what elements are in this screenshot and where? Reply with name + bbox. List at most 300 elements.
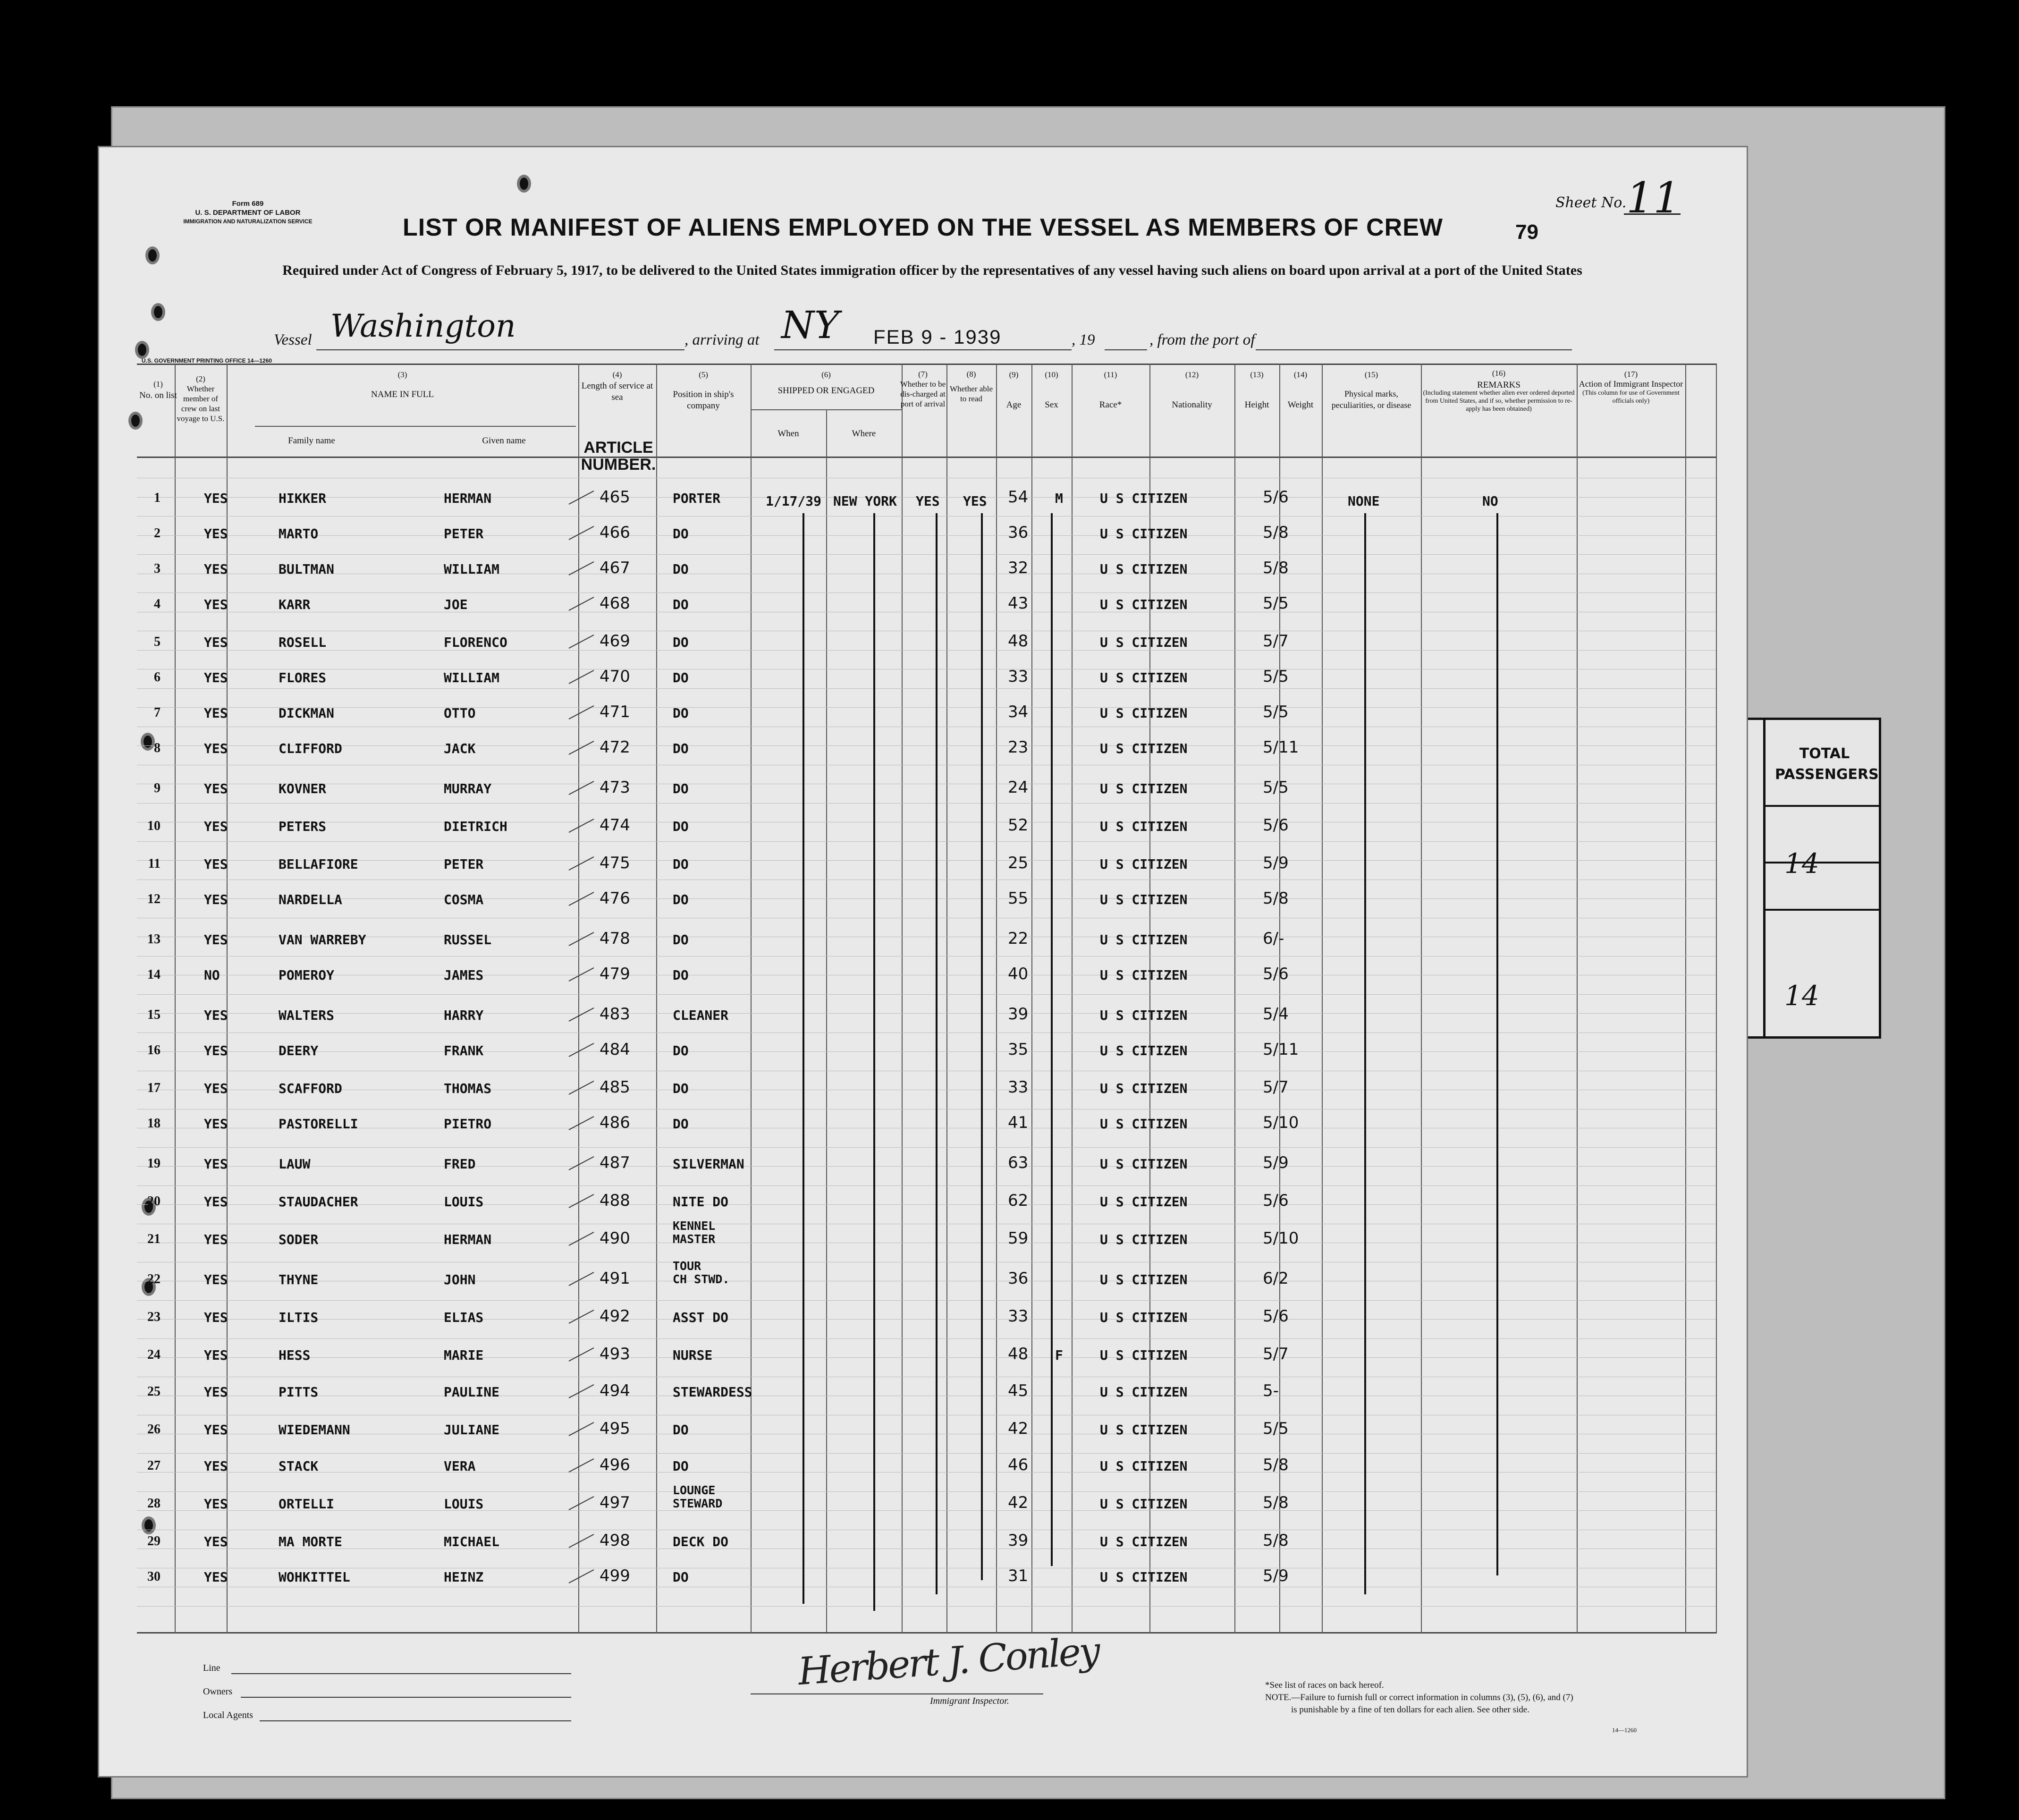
ledger-line	[137, 554, 1716, 555]
age: 33	[1008, 667, 1029, 686]
height: 5/8	[1263, 559, 1289, 577]
height: 5/6	[1263, 1191, 1289, 1210]
position: DO	[673, 1043, 689, 1058]
height: 5/5	[1263, 594, 1289, 613]
age: 33	[1008, 1078, 1029, 1097]
height: 5-	[1263, 1381, 1279, 1400]
ditto-line	[1051, 513, 1053, 1566]
article-number: 470	[600, 667, 630, 686]
family-name: STAUDACHER	[279, 1194, 358, 1210]
height: 5/8	[1263, 1456, 1289, 1474]
given-name: VERA	[444, 1458, 476, 1474]
row-number: 13	[147, 932, 161, 947]
crew-last-voyage: YES	[204, 670, 228, 686]
given-name: JOE	[444, 597, 468, 612]
position: DO	[673, 1458, 689, 1474]
race: U S CITIZEN	[1100, 892, 1188, 907]
ledger-line	[137, 803, 1716, 804]
row-number: 20	[147, 1194, 161, 1209]
age: 34	[1008, 703, 1029, 721]
crew-last-voyage: YES	[204, 597, 228, 612]
ledger-line	[137, 1051, 1716, 1052]
height: 5/11	[1263, 738, 1299, 757]
article-number: 485	[600, 1078, 630, 1097]
row-number: 7	[154, 705, 161, 720]
sheet-label: Sheet No.	[1555, 195, 1627, 211]
row-number: 28	[147, 1496, 161, 1511]
age: 22	[1008, 929, 1029, 948]
crew-last-voyage: YES	[204, 932, 228, 948]
ditto-line	[1496, 513, 1498, 1575]
column-rule	[1716, 364, 1717, 1634]
article-number: 491	[600, 1269, 630, 1288]
year-underline	[1105, 349, 1147, 350]
given-name: DIETRICH	[444, 819, 507, 834]
race: U S CITIZEN	[1100, 670, 1188, 686]
crew-last-voyage: YES	[204, 491, 228, 506]
given-name: PETER	[444, 526, 484, 542]
crew-last-voyage: YES	[204, 741, 228, 756]
family-name: MARTO	[279, 526, 319, 542]
race: U S CITIZEN	[1100, 635, 1188, 650]
article-number: 478	[600, 929, 630, 948]
col-16-header: (16) REMARKS (Including statement whether alien ever ordered deported from United States, and if so, whether permission to re-apply has been obtained)	[1423, 369, 1575, 413]
family-name: DEERY	[279, 1043, 319, 1058]
given-name: MICHAEL	[444, 1534, 500, 1549]
given-name: RUSSEL	[444, 932, 492, 948]
crew-last-voyage: YES	[204, 1384, 228, 1400]
stamped-number: 79	[1515, 220, 1538, 244]
article-number: 475	[600, 854, 630, 872]
article-number: 499	[600, 1566, 630, 1585]
crew-last-voyage: YES	[204, 781, 228, 796]
row-number: 25	[147, 1384, 161, 1399]
ledger-line	[137, 1357, 1716, 1358]
col-11-header: (11) Race*	[1099, 370, 1122, 410]
sex: M	[1055, 491, 1063, 506]
given-name: PIETRO	[444, 1116, 492, 1132]
ledger-line	[137, 650, 1716, 651]
race: U S CITIZEN	[1100, 1156, 1188, 1172]
age: 48	[1008, 1345, 1029, 1363]
race: U S CITIZEN	[1100, 1310, 1188, 1325]
ledger-line	[137, 1204, 1716, 1205]
given-name: PAULINE	[444, 1384, 500, 1400]
given-name: FRED	[444, 1156, 476, 1172]
physical-marks-value: NONE	[1348, 493, 1380, 509]
age: 40	[1008, 965, 1029, 983]
row-number: 17	[147, 1081, 161, 1095]
article-number: 467	[600, 559, 630, 577]
given-name: WILLIAM	[444, 670, 500, 686]
family-name: FLORES	[279, 670, 327, 686]
row-number: 8	[154, 741, 161, 755]
article-number: 492	[600, 1307, 630, 1326]
given-name: PETER	[444, 856, 484, 872]
ledger-line	[137, 1300, 1716, 1301]
article-number: 472	[600, 738, 630, 757]
name-subrule	[255, 426, 576, 427]
row-number: 1	[154, 491, 161, 505]
ledger-line	[137, 956, 1716, 957]
height: 5/10	[1263, 1229, 1299, 1248]
row-number: 18	[147, 1116, 161, 1131]
age: 33	[1008, 1307, 1029, 1326]
check-mark	[569, 1496, 594, 1510]
check-mark	[569, 932, 594, 946]
ditto-line	[981, 513, 983, 1580]
check-mark	[569, 967, 594, 982]
crew-last-voyage: YES	[204, 561, 228, 577]
crew-last-voyage: YES	[204, 1458, 228, 1474]
article-number: 495	[600, 1419, 630, 1438]
crew-last-voyage: YES	[204, 819, 228, 834]
row-number: 26	[147, 1422, 161, 1437]
article-number: 484	[600, 1040, 630, 1059]
given-name-header: Given name	[482, 436, 526, 446]
ledger-line	[137, 1472, 1716, 1473]
ledger-line	[137, 1185, 1716, 1186]
given-name: HERMAN	[444, 491, 492, 506]
crew-last-voyage: YES	[204, 1081, 228, 1096]
height: 5/9	[1263, 854, 1289, 872]
ledger-line	[137, 860, 1716, 861]
check-mark	[569, 491, 594, 505]
family-name: PITTS	[279, 1384, 319, 1400]
height: 5/7	[1263, 1345, 1289, 1363]
age: 35	[1008, 1040, 1029, 1059]
position: DO	[673, 741, 689, 756]
crew-last-voyage: YES	[204, 1569, 228, 1585]
age: 52	[1008, 816, 1029, 835]
crew-last-voyage: YES	[204, 1007, 228, 1023]
age: 31	[1008, 1566, 1029, 1585]
race: U S CITIZEN	[1100, 1496, 1188, 1512]
age: 55	[1008, 889, 1029, 908]
age: 45	[1008, 1381, 1029, 1400]
height: 5/6	[1263, 488, 1289, 507]
age: 46	[1008, 1456, 1029, 1474]
article-number: 488	[600, 1191, 630, 1210]
height: 6/-	[1263, 929, 1284, 948]
ledger-line	[137, 745, 1716, 746]
height: 5/5	[1263, 703, 1289, 721]
article-number: 474	[600, 816, 630, 835]
row-number: 4	[154, 597, 161, 611]
row-number: 23	[147, 1310, 161, 1324]
article-number: 483	[600, 1005, 630, 1024]
position: DO	[673, 932, 689, 948]
department: U. S. DEPARTMENT OF LABOR	[195, 209, 301, 217]
position: DO	[673, 1422, 689, 1438]
check-mark	[569, 1384, 594, 1398]
age: 62	[1008, 1191, 1029, 1210]
article-number: 493	[600, 1345, 630, 1363]
race: U S CITIZEN	[1100, 967, 1188, 983]
given-name: COSMA	[444, 892, 484, 907]
row-number: 14	[147, 967, 161, 982]
crew-last-voyage: YES	[204, 1194, 228, 1210]
race: U S CITIZEN	[1100, 819, 1188, 834]
family-name: HIKKER	[279, 491, 327, 506]
row-number: 6	[154, 670, 161, 685]
position: DO	[673, 1569, 689, 1585]
vessel-label: Vessel	[274, 331, 312, 348]
check-mark	[569, 781, 594, 795]
age: 36	[1008, 1269, 1029, 1288]
race: U S CITIZEN	[1100, 1007, 1188, 1023]
crew-last-voyage: YES	[204, 1422, 228, 1438]
height: 5/7	[1263, 1078, 1289, 1097]
age: 32	[1008, 559, 1029, 577]
family-name: WIEDEMANN	[279, 1422, 350, 1438]
check-mark	[569, 1043, 594, 1057]
race: U S CITIZEN	[1100, 781, 1188, 796]
given-name: WILLIAM	[444, 561, 500, 577]
family-name: SCAFFORD	[279, 1081, 342, 1096]
height: 5/10	[1263, 1113, 1299, 1132]
col-10-header: (10) Sex	[1045, 370, 1058, 410]
row-number: 24	[147, 1347, 161, 1362]
row-number: 27	[147, 1458, 161, 1473]
check-mark	[569, 526, 594, 540]
check-mark	[569, 1534, 594, 1548]
slip-value-1: 14	[1784, 847, 1819, 880]
ledger-line	[137, 841, 1716, 842]
ledger-line	[137, 1606, 1716, 1607]
race: U S CITIZEN	[1100, 1347, 1188, 1363]
crew-last-voyage: YES	[204, 635, 228, 650]
race: U S CITIZEN	[1100, 705, 1188, 721]
row-number: 21	[147, 1232, 161, 1246]
col-15-header: (15) Physical marks, peculiarities, or disease	[1331, 370, 1411, 410]
given-name: MURRAY	[444, 781, 492, 796]
family-name: WOHKITTEL	[279, 1569, 350, 1585]
ledger-line	[137, 898, 1716, 899]
race: U S CITIZEN	[1100, 526, 1188, 542]
ledger-line	[137, 535, 1716, 536]
family-name: BULTMAN	[279, 561, 335, 577]
family-name: NARDELLA	[279, 892, 342, 907]
ledger-line	[137, 1319, 1716, 1320]
races-note: *See list of races on back hereof.	[1265, 1680, 1384, 1690]
given-name: HARRY	[444, 1007, 484, 1023]
col-7-header: (7) Whether to be dis-charged at port of arrival	[900, 370, 946, 408]
col-3-header: (3) NAME IN FULL	[371, 370, 434, 399]
family-name: ORTELLI	[279, 1496, 335, 1512]
position: DO	[673, 819, 689, 834]
family-name: VAN WARREBY	[279, 932, 366, 948]
from-port-underline	[1256, 349, 1572, 350]
shipped-where: NEW YORK	[833, 493, 897, 509]
article-number-header: ARTICLE NUMBER.	[581, 439, 656, 474]
crew-last-voyage: YES	[204, 1310, 228, 1325]
punch-hole	[145, 246, 160, 264]
col-9-header: (9) Age	[1006, 370, 1022, 410]
row-number: 5	[154, 635, 161, 649]
inspector-signature: Herbert J. Conley	[796, 1628, 1100, 1694]
family-name: WALTERS	[279, 1007, 335, 1023]
able-to-read-value: YES	[963, 493, 987, 509]
check-mark	[569, 1310, 594, 1324]
check-mark	[569, 1458, 594, 1473]
age: 42	[1008, 1493, 1029, 1512]
given-name: HEINZ	[444, 1569, 484, 1585]
article-number: 498	[600, 1531, 630, 1550]
article-number: 487	[600, 1153, 630, 1172]
family-name: POMEROY	[279, 967, 335, 983]
owners-underline	[241, 1697, 571, 1698]
ledger-line	[137, 688, 1716, 689]
race: U S CITIZEN	[1100, 597, 1188, 612]
race: U S CITIZEN	[1100, 1422, 1188, 1438]
height: 5/7	[1263, 632, 1289, 651]
check-mark	[569, 1569, 594, 1583]
col-5-header: (5) Position in ship's company	[673, 370, 734, 411]
ledger-line	[137, 1147, 1716, 1148]
race: U S CITIZEN	[1100, 1043, 1188, 1058]
race: U S CITIZEN	[1100, 1534, 1188, 1549]
race: U S CITIZEN	[1100, 932, 1188, 948]
service-name: IMMIGRATION AND NATURALIZATION SERVICE	[183, 218, 313, 225]
crew-last-voyage: NO	[204, 967, 220, 983]
age: 42	[1008, 1419, 1029, 1438]
slip-rule	[1766, 909, 1879, 911]
inspector-label: Immigrant Inspector.	[930, 1696, 1009, 1706]
position: DO	[673, 892, 689, 907]
slip-title: TOTAL PASSENGERS	[1775, 745, 1879, 783]
race: U S CITIZEN	[1100, 1458, 1188, 1474]
given-name: FRANK	[444, 1043, 484, 1058]
crew-last-voyage: YES	[204, 1156, 228, 1172]
article-number: 466	[600, 523, 630, 542]
given-name: THOMAS	[444, 1081, 492, 1096]
line-underline	[231, 1673, 571, 1674]
crew-last-voyage: YES	[204, 1347, 228, 1363]
check-mark	[569, 741, 594, 755]
discharged-value: YES	[916, 493, 940, 509]
crew-last-voyage: YES	[204, 1272, 228, 1287]
article-number: 490	[600, 1229, 630, 1248]
ledger-line	[137, 1453, 1716, 1454]
ledger-line	[137, 1338, 1716, 1339]
row-number: 29	[147, 1534, 161, 1549]
race: U S CITIZEN	[1100, 561, 1188, 577]
punch-hole	[142, 1516, 156, 1534]
row-number: 16	[147, 1043, 161, 1058]
position: NURSE	[673, 1347, 713, 1363]
check-mark	[569, 1232, 594, 1246]
height: 5/11	[1263, 1040, 1299, 1059]
check-mark	[569, 670, 594, 684]
given-name: ELIAS	[444, 1310, 484, 1325]
position: DO	[673, 597, 689, 612]
vessel-line	[99, 303, 1747, 355]
position: DO	[673, 1116, 689, 1132]
col-17-header: (17) Action of Immigrant Inspector (This column for use of Government officials only)	[1579, 370, 1683, 405]
sheet-number: 11	[1626, 173, 1681, 223]
row-number: 15	[147, 1007, 161, 1022]
race: U S CITIZEN	[1100, 856, 1188, 872]
race: U S CITIZEN	[1100, 1116, 1188, 1132]
family-name: HESS	[279, 1347, 311, 1363]
race: U S CITIZEN	[1100, 491, 1188, 506]
race: U S CITIZEN	[1100, 1081, 1188, 1096]
family-name: KARR	[279, 597, 311, 612]
position: DO	[673, 781, 689, 796]
given-name: JAMES	[444, 967, 484, 983]
article-number: 473	[600, 778, 630, 797]
article-number: 471	[600, 703, 630, 721]
position: STEWARDESS	[673, 1384, 752, 1400]
article-number: 469	[600, 632, 630, 651]
height: 5/5	[1263, 667, 1289, 686]
ledger-line	[137, 1013, 1716, 1014]
table-bottom-rule	[137, 1632, 1716, 1634]
height: 5/6	[1263, 816, 1289, 835]
given-name: JOHN	[444, 1272, 476, 1287]
row-number: 22	[147, 1272, 161, 1287]
sex: F	[1055, 1347, 1063, 1363]
check-mark	[569, 856, 594, 871]
age: 63	[1008, 1153, 1029, 1172]
signature-line	[751, 1693, 1043, 1694]
ledger-line	[137, 1491, 1716, 1492]
punch-hole	[128, 412, 143, 430]
position: NITE DO	[673, 1194, 729, 1210]
height: 5/9	[1263, 1153, 1289, 1172]
family-name: THYNE	[279, 1272, 319, 1287]
position: DO	[673, 635, 689, 650]
ditto-line	[1364, 513, 1366, 1594]
article-number: 479	[600, 965, 630, 983]
header-bottom-rule	[137, 457, 1716, 458]
height: 5/4	[1263, 1005, 1289, 1024]
crew-last-voyage: YES	[204, 856, 228, 872]
col-6-header: (6) SHIPPED OR ENGAGED	[777, 370, 875, 396]
family-name-header: Family name	[288, 436, 335, 446]
slip-divider	[1763, 720, 1766, 1036]
article-number: 496	[600, 1456, 630, 1474]
crew-last-voyage: YES	[204, 892, 228, 907]
race: U S CITIZEN	[1100, 1569, 1188, 1585]
given-name: OTTO	[444, 705, 476, 721]
given-name: LOUIS	[444, 1194, 484, 1210]
ledger-line	[137, 1166, 1716, 1167]
check-mark	[569, 635, 594, 649]
article-number: 476	[600, 889, 630, 908]
family-name: CLIFFORD	[279, 741, 342, 756]
col-13-header: (13) Height	[1244, 370, 1269, 410]
check-mark	[569, 1194, 594, 1208]
page-subtitle: Required under Act of Congress of February 5, 1917, to be delivered to the United States immigration officer by the representatives of any vessel having such aliens on board upon arrival at a port of the United States	[282, 262, 1582, 278]
position: KENNEL MASTER	[673, 1219, 716, 1246]
article-number: 497	[600, 1493, 630, 1512]
year-label: , 19	[1072, 331, 1095, 348]
form-code: 14—1260	[1612, 1727, 1637, 1734]
age: 41	[1008, 1113, 1029, 1132]
form-number: Form 689	[232, 200, 264, 208]
col-1-header: (1) No. on list	[139, 380, 177, 400]
given-name: MARIE	[444, 1347, 484, 1363]
printer-imprint: U.S. GOVERNMENT PRINTING OFFICE 14—1260	[142, 357, 272, 364]
ditto-line	[873, 513, 875, 1611]
agents-underline	[260, 1720, 571, 1721]
position: LOUNGE STEWARD	[673, 1483, 723, 1510]
article-number: 486	[600, 1113, 630, 1132]
position: DO	[673, 967, 689, 983]
arriving-label: , arriving at	[684, 331, 760, 348]
